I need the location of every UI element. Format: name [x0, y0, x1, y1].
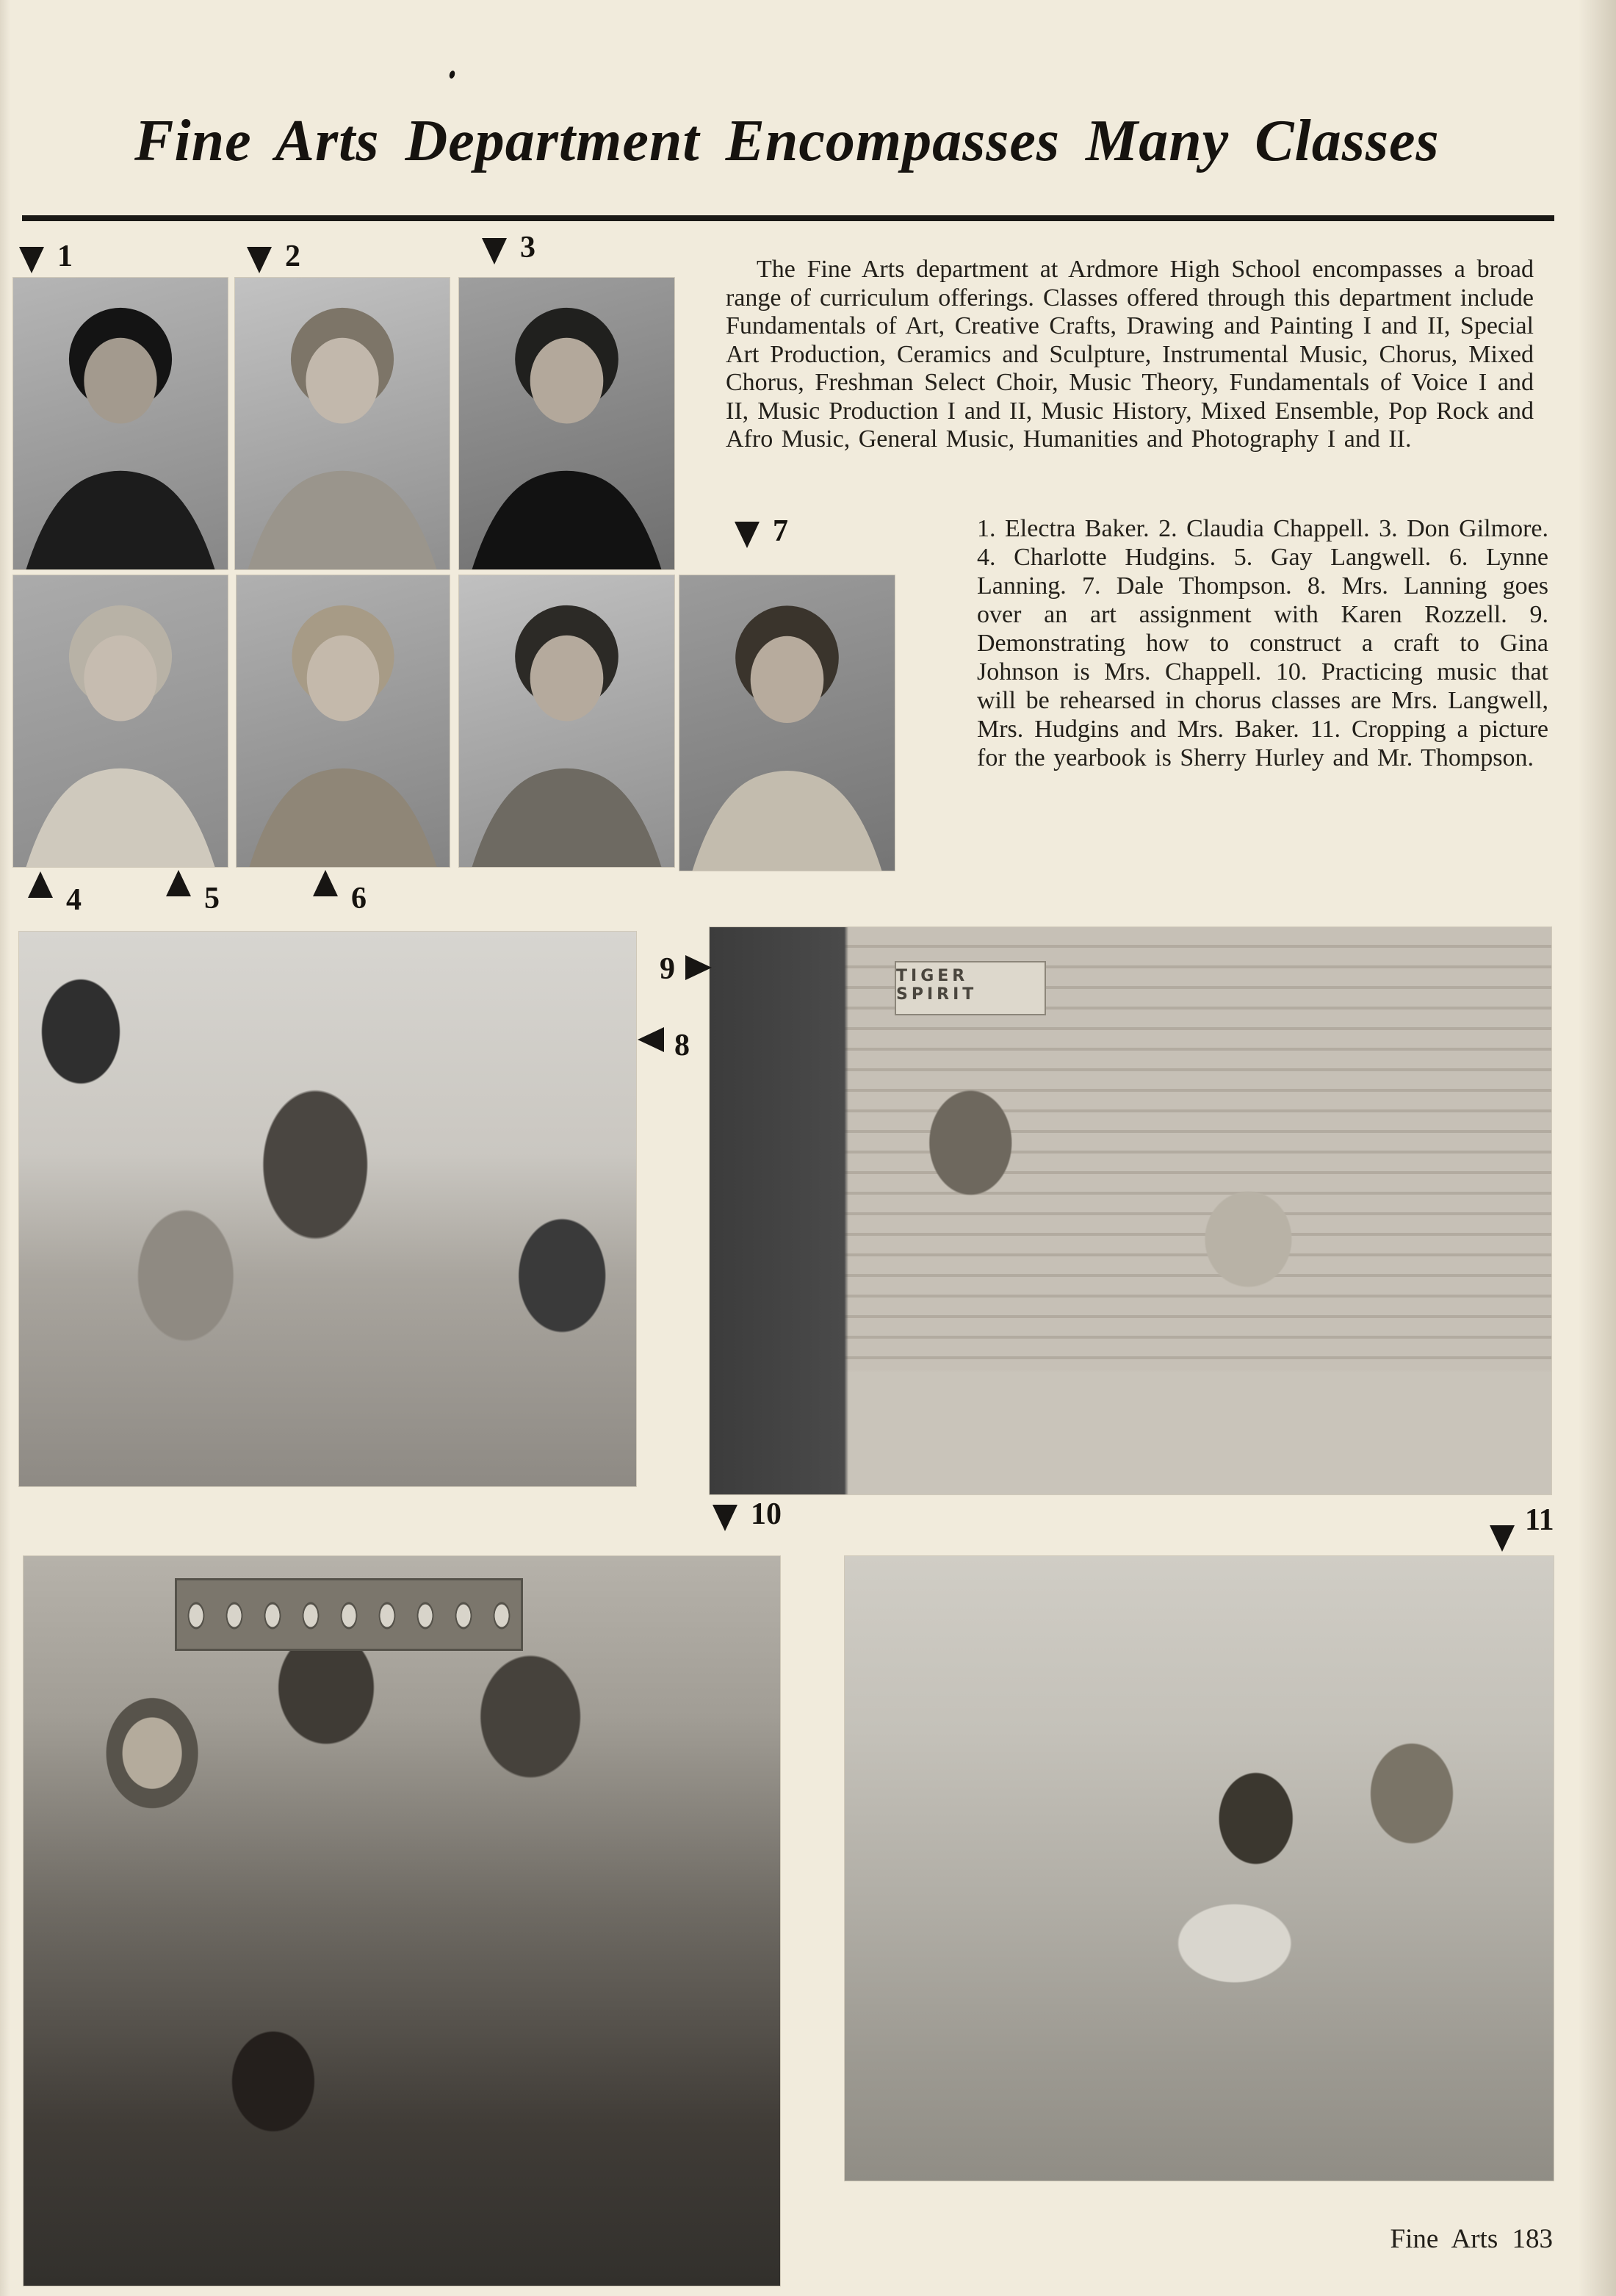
- marker-number: 9: [660, 952, 675, 986]
- person-silhouette-icon: [679, 575, 895, 871]
- triangle-up-icon: [313, 870, 338, 896]
- person-silhouette-icon: [235, 278, 450, 569]
- marker-number: 4: [66, 883, 82, 917]
- marker-number: 8: [674, 1029, 690, 1062]
- tiger-spirit-sign: TIGER SPIRIT: [895, 961, 1046, 1015]
- photo-marker-4: [28, 871, 82, 915]
- photo-marker-9: [660, 954, 712, 985]
- photo-marker-1: [19, 240, 73, 273]
- portrait-photo-1: [13, 278, 228, 569]
- triangle-down-icon: [735, 522, 760, 548]
- photo-marker-3: [482, 231, 535, 264]
- triangle-down-icon: [247, 247, 272, 273]
- triangle-down-icon: [482, 238, 507, 264]
- ink-speck: [448, 70, 455, 79]
- triangle-up-icon: [166, 870, 191, 896]
- photo-caption: 1. Electra Baker. 2. Claudia Chappell. 3. Don Gilmore. 4. Charlotte Hudgins. 5. Gay Langwell. 6. Lynne Lanning. 7. Dale Thompson. 8. Mrs. Lanning goes over an art assignment with Karen Rozzell. 9. Demonstrating how to construct a craft to Gina Johnson is Mrs. Chappell. 10. Practicing music that will be rehearsed in chorus classes are Mrs. Langwell, Mrs. Hudgins and Mrs. Baker. 11. Cropping a picture for the yearbook is Sherry Hurley and Mr. Thompson.: [977, 515, 1548, 771]
- person-silhouette-icon: [459, 575, 674, 867]
- marker-number: 1: [57, 240, 73, 273]
- triangle-down-icon: [1490, 1525, 1515, 1552]
- triangle-left-icon: [638, 1027, 664, 1052]
- candid-photo-11: [845, 1556, 1554, 2181]
- intro-paragraph: The Fine Arts department at Ardmore High School encompasses a broad range of curriculum offerings. Classes offered through this department include Fundamentals of Art, Creative Crafts, Drawing and Painting I and II, Special Art Production, Ceramics and Sculpture, Instrumental Music, Chorus, Mixed Chorus, Freshman Select Choir, Music Theory, Fundamentals of Voice I and II, Music Production I and II, Music History, Mixed Ensemble, Pop Rock and Afro Music, General Music, Humanities and Photography I and II.: [726, 256, 1534, 453]
- triangle-down-icon: [19, 247, 44, 273]
- portrait-photo-4: [13, 575, 228, 867]
- person-silhouette-icon: [13, 575, 228, 867]
- candid-photo-10: [24, 1556, 780, 2286]
- photo-marker-7: [735, 514, 788, 548]
- page-title: Fine Arts Department Encompasses Many Classes: [134, 109, 1440, 173]
- marker-number: 2: [285, 240, 300, 273]
- marker-number: 6: [351, 882, 367, 915]
- marker-number: 3: [520, 231, 535, 264]
- portrait-photo-5: [237, 575, 450, 867]
- title-rule: [22, 215, 1554, 221]
- person-silhouette-icon: [459, 278, 674, 569]
- marker-number: 5: [204, 882, 220, 915]
- photo-marker-10: [713, 1497, 782, 1531]
- triangle-up-icon: [28, 871, 53, 898]
- photo-marker-6: [313, 870, 367, 914]
- portrait-photo-3: [459, 278, 674, 569]
- marker-number: 11: [1525, 1503, 1554, 1537]
- photo-marker-11: [1490, 1503, 1554, 1552]
- photo-marker-5: [166, 870, 220, 914]
- triangle-down-icon: [713, 1505, 737, 1531]
- portrait-photo-6: [459, 575, 674, 867]
- marker-number: 7: [773, 514, 788, 548]
- candid-photo-8: [19, 932, 636, 1486]
- person-silhouette-icon: [13, 278, 228, 569]
- portrait-photo-7: [679, 575, 895, 871]
- photo-marker-8: [638, 1027, 690, 1061]
- candid-photo-9: [710, 927, 1551, 1494]
- photo-marker-2: [247, 240, 300, 273]
- picture-frames-decor: [175, 1578, 523, 1651]
- person-silhouette-icon: [237, 575, 450, 867]
- portrait-photo-2: [235, 278, 450, 569]
- triangle-right-icon: [685, 955, 712, 980]
- page-number: Fine Arts 183: [1390, 2224, 1553, 2254]
- marker-number: 10: [751, 1497, 782, 1531]
